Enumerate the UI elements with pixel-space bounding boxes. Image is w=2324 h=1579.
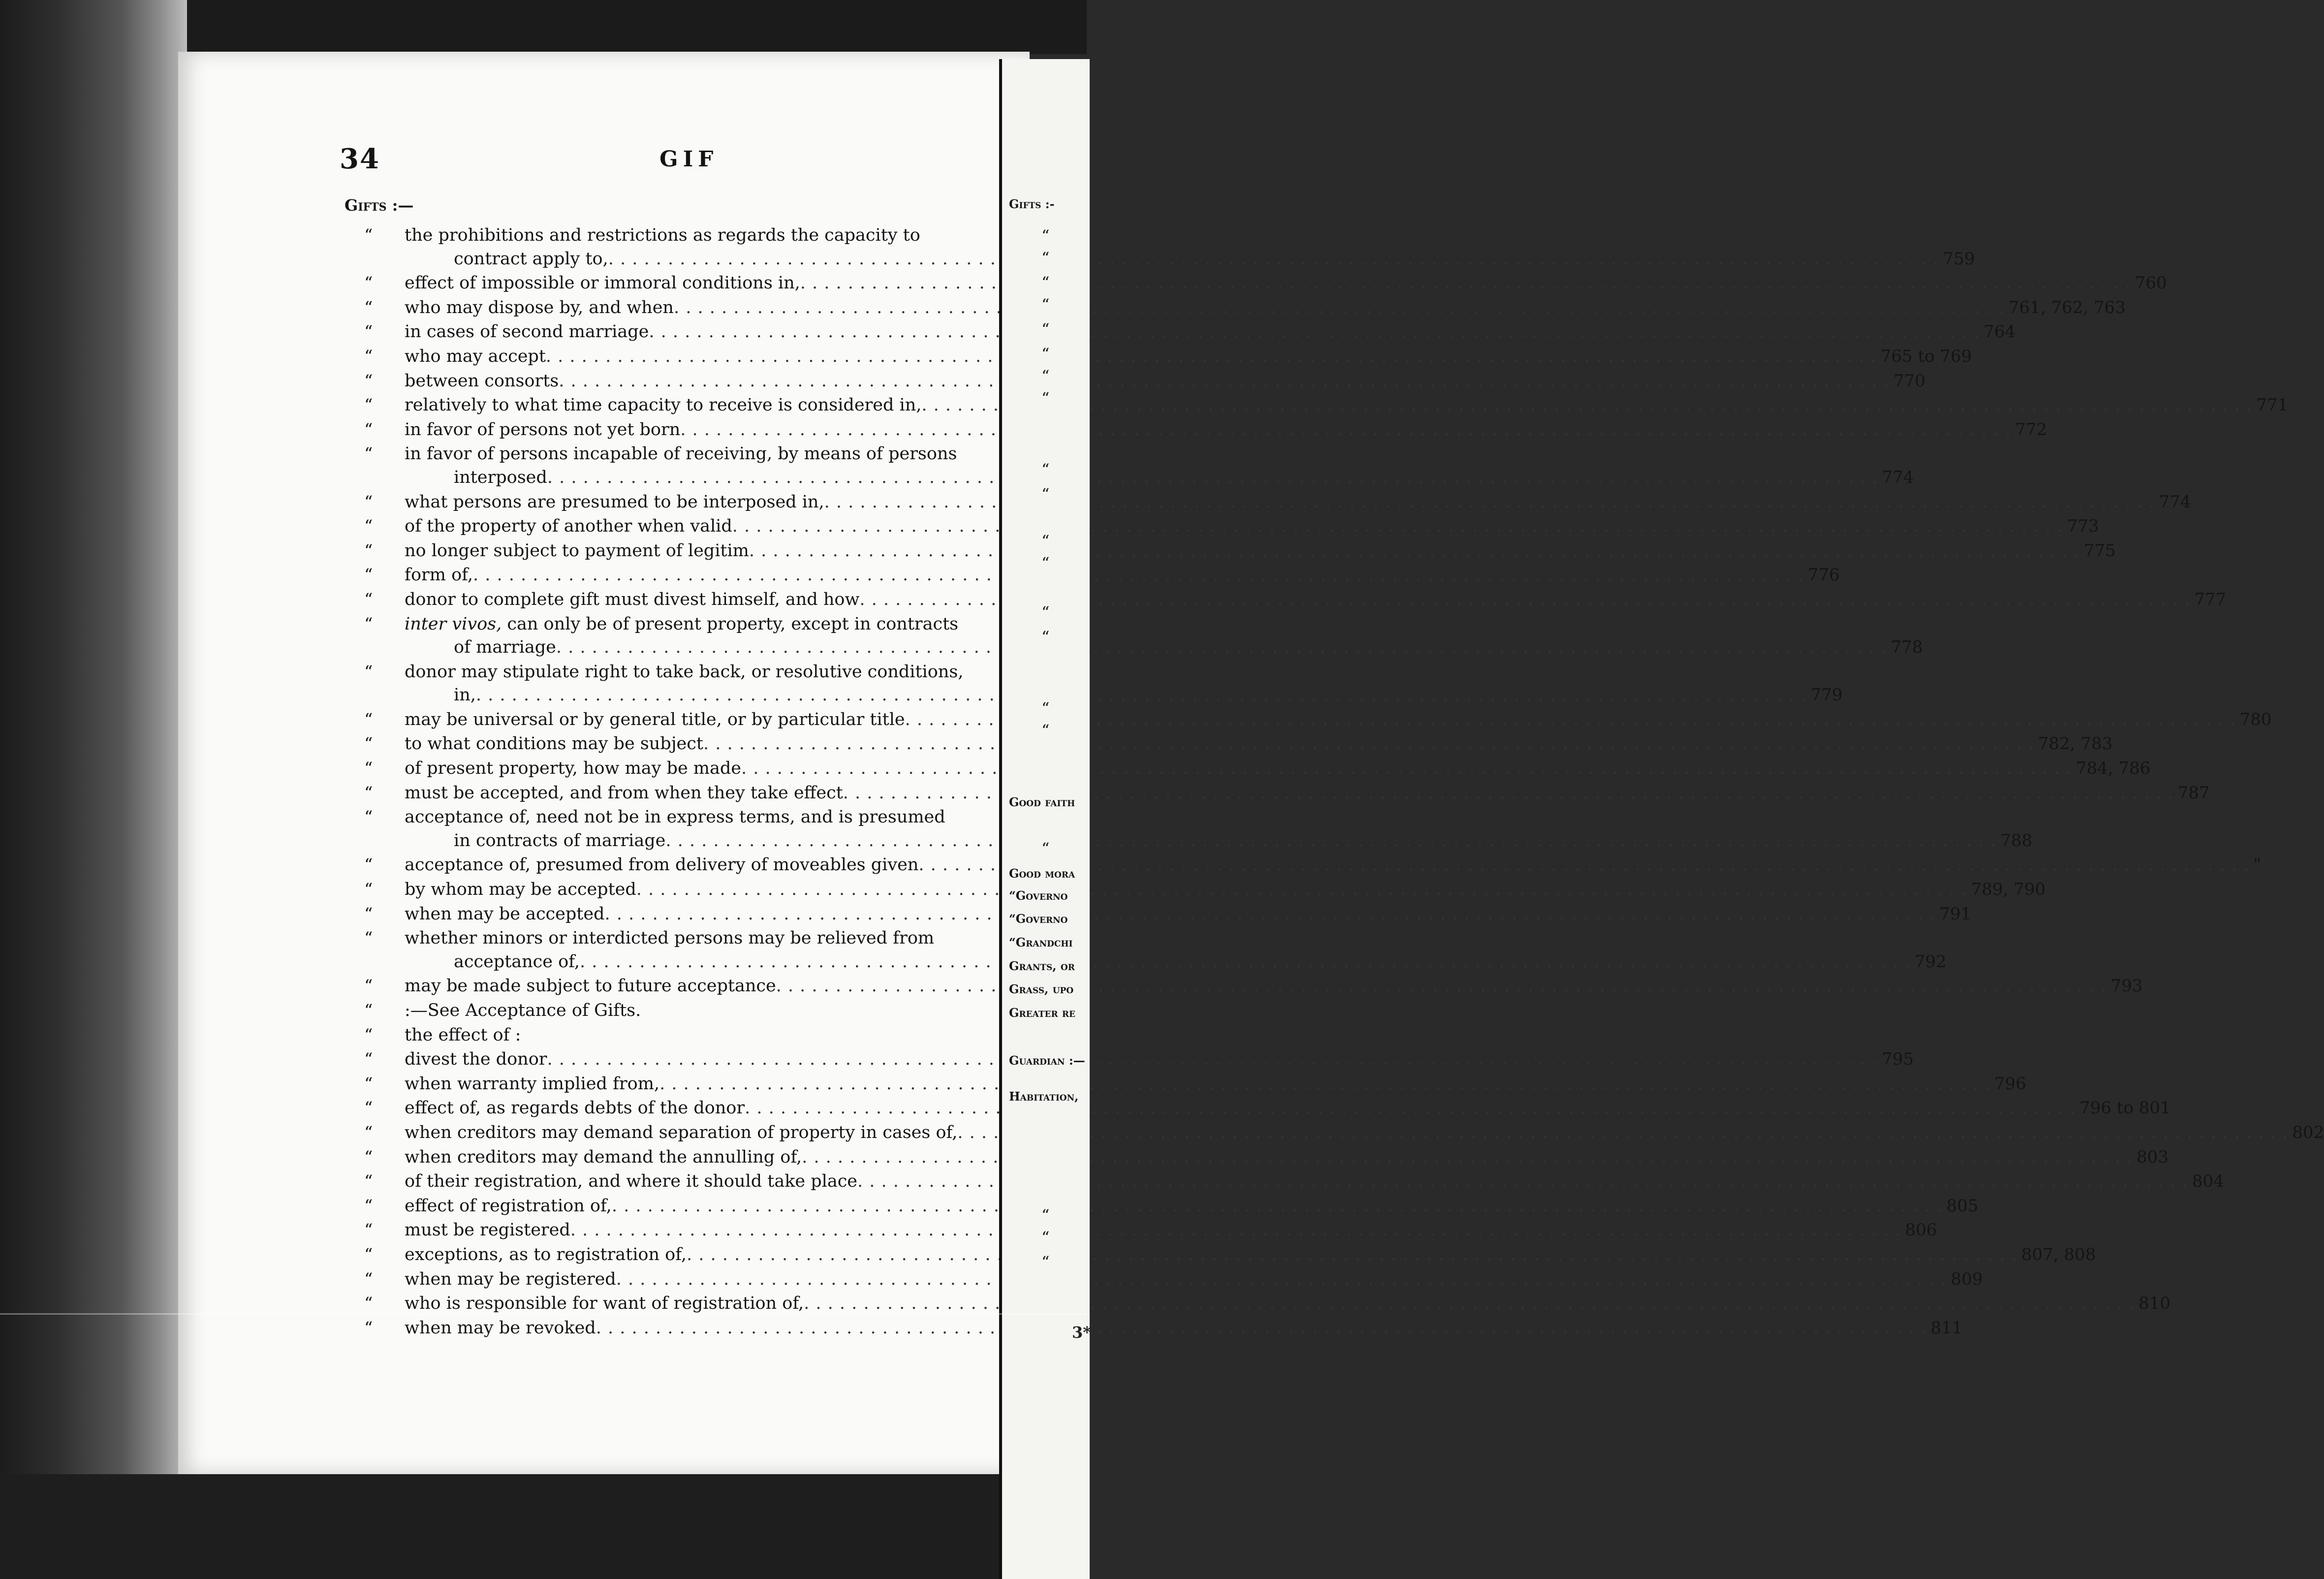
leader-dots [559,370,1889,393]
article-reference: 760 [2135,273,2167,293]
leader-dots [905,708,2236,732]
article-reference: 764 [1983,322,2016,342]
ditto-mark: “ [364,904,373,924]
entry-line [364,394,2289,417]
article-reference: 810 [2138,1294,2171,1314]
ditto-mark: “ [364,1025,373,1045]
entry-text: whether minors or interdicted persons may be relieved from [405,928,935,948]
index-entry [364,732,2113,756]
leader-dots [674,296,2005,320]
article-reference: 789, 790 [1971,880,2046,900]
entry-text: form of, [405,565,473,585]
leader-dots [665,829,1996,853]
index-entry [364,806,2033,853]
entry-text: who may dispose by, and when [405,297,674,317]
next-page-ditto: “ [1041,249,1050,267]
next-page-ditto: “ [1041,554,1050,572]
ditto-mark: “ [364,1294,373,1314]
next-page-heading: “Grandchi [1009,935,1073,949]
leader-dots [604,903,1935,926]
entry-text: the prohibitions and restrictions as regards the capacity to [405,225,920,245]
entry-line [364,1073,2026,1096]
next-page-heading: Good mora [1009,866,1075,881]
entry-text: relatively to what time capacity to receive is considered in, [405,395,922,415]
article-reference: " [2253,855,2261,875]
article-reference: 761, 762, 763 [2008,297,2126,317]
next-page-ditto: “ [1041,460,1050,479]
entry-line [364,732,2113,756]
index-entry [364,296,2126,320]
index-entry [364,757,2151,781]
leader-dots [749,539,2080,563]
entry-line [364,272,2167,295]
entry-text: acceptance of, presumed from delivery of moveables given [405,855,919,875]
entry-text: when creditors may demand separation of property in cases of, [405,1122,958,1142]
next-page-ditto: “ [1041,273,1050,292]
index-entry [364,1243,2096,1267]
leader-dots [473,564,1804,587]
index-entry [364,320,2016,344]
entry-line [364,829,2033,853]
entry-line [364,539,2116,563]
ditto-mark: “ [364,492,373,512]
entry-text: no longer subject to payment of legitim [405,540,749,561]
ditto-mark: “ [364,322,373,342]
leader-dots [732,515,2063,538]
ditto-mark: “ [364,1220,373,1240]
ditto-mark: “ [364,395,373,415]
entry-line [364,1243,2096,1267]
entry-line [364,296,2126,320]
entry-text: divest the donor [405,1049,547,1070]
entry-text: when creditors may demand the annulling of, [405,1147,802,1167]
ditto-mark: “ [364,346,373,366]
entry-text: exceptions, as to registration of, [405,1244,687,1264]
entry-text: donor may stipulate right to take back, or resolutive conditions, [405,662,964,682]
leader-dots [660,1073,1990,1096]
entry-line [364,370,1926,393]
next-page-heading: Grants, or [1009,959,1075,973]
index-entry [364,1024,974,1047]
entry-text: when warranty implied from, [405,1074,660,1094]
ditto-mark: “ [364,855,373,875]
entry-line [364,1170,2224,1194]
article-reference: 793 [2110,976,2143,996]
next-page-ditto: “ [1041,1253,1050,1271]
article-reference: 804 [2192,1171,2224,1192]
article-reference: 759 [1943,249,1975,269]
entry-line [364,224,974,248]
leader-dots [476,684,1807,707]
leader-dots [741,757,2072,781]
article-reference: 780 [2239,709,2272,729]
ditto-mark: “ [364,614,373,634]
ditto-mark: “ [364,1171,373,1192]
next-page-heading: Good faith [1009,795,1075,809]
article-reference: 770 [1893,371,1926,391]
next-page-ditto: “ [1041,699,1050,718]
entry-line [364,1317,1963,1340]
next-page-heading: Guardian :— [1009,1053,1085,1068]
ditto-mark: “ [364,928,373,948]
next-page-ditto: “ [1041,320,1050,339]
article-reference: 809 [1950,1269,1983,1289]
entry-line [364,1121,2324,1145]
entry-text: may be made subject to future acceptance [405,976,776,996]
entry-line [364,806,974,829]
index-entry [364,1170,2224,1194]
article-reference: 796 to 801 [2079,1098,2171,1118]
article-reference: 811 [1930,1318,1963,1338]
article-reference: 806 [1905,1220,1937,1240]
article-reference: 778 [1890,637,1923,658]
entry-line [364,248,1975,271]
entry-line [364,661,974,684]
index-entry [364,1121,2324,1145]
entry-text: contract apply to, [454,249,608,269]
index-entry [364,1219,1937,1242]
entry-text: when may be revoked [405,1318,596,1338]
entry-line [364,927,974,950]
index-entry [364,539,2116,563]
next-page-heading: Gifts :- [1009,197,1055,211]
entry-line [364,588,2227,612]
entry-line [364,320,2016,344]
ditto-mark: “ [364,1269,373,1289]
entry-text: to what conditions may be subject [405,734,703,754]
entry-line [364,466,1914,490]
scan-bottom-edge [0,1474,999,1579]
leader-dots [649,320,1979,344]
ditto-mark: “ [364,444,373,464]
entry-line [364,1195,1979,1218]
entry-text: when may be registered [405,1269,616,1289]
entry-line [364,684,1843,707]
entry-line [364,999,974,1023]
index-entry [364,1292,2171,1316]
leader-dots [546,345,1877,369]
ditto-mark: “ [364,709,373,729]
leader-dots [636,878,1967,902]
next-page-ditto: “ [1041,367,1050,385]
ditto-mark: “ [364,419,373,440]
next-page-ditto: “ [1041,532,1050,550]
entry-text: by whom may be accepted [405,880,636,900]
index-entry [364,1268,1983,1292]
entry-text: must be registered [405,1220,570,1240]
entry-text: interposed [454,467,547,487]
index-entry [364,564,1840,587]
ditto-mark: “ [364,1318,373,1338]
leader-dots [918,853,2249,877]
entry-text: between consorts [405,371,559,391]
index-entry [364,442,1914,489]
ditto-mark: “ [364,540,373,561]
ditto-mark: “ [364,1001,373,1020]
ditto-mark: “ [364,1074,373,1094]
index-entry [364,1317,1963,1340]
entry-text: of their registration, and where it should take place [405,1171,858,1192]
entry-text: :—See Acceptance of Gifts. [405,1001,641,1020]
next-page-heading: “Governo [1009,888,1068,903]
leader-dots [921,394,2252,417]
index-entry [364,515,2099,538]
next-page-ditto: “ [1041,485,1050,504]
entry-line [364,1024,974,1047]
leader-dots [612,1195,1943,1218]
entry-text: in contracts of marriage [454,830,666,851]
article-reference: 807, 808 [2021,1244,2096,1264]
entry-text: what persons are presumed to be interposed in, [405,492,824,512]
article-reference: 772 [2015,419,2047,440]
ditto-mark: “ [364,976,373,996]
ditto-mark: “ [364,1049,373,1070]
article-reference: 775 [2083,540,2116,561]
leader-dots [596,1317,1927,1340]
index-entry [364,370,1926,393]
ditto-mark: “ [364,783,373,803]
next-page-ditto: “ [1041,603,1050,622]
entry-line [364,1219,1937,1242]
next-page-ditto: “ [1041,226,1050,245]
next-page-ditto: “ [1041,839,1050,858]
leader-dots [547,1048,1878,1072]
entry-text: in, [454,685,476,705]
article-reference: 771 [2256,395,2289,415]
entry-line [364,1146,2169,1169]
leader-dots [776,975,2107,998]
ditto-mark: “ [364,1147,373,1167]
leader-dots [570,1219,1901,1242]
entry-line [364,708,2272,732]
ditto-mark: “ [364,589,373,609]
section-heading: Gifts :— [345,196,414,215]
scan-gutter [0,0,187,1579]
article-reference: 776 [1807,565,1840,585]
ditto-mark: “ [364,1244,373,1264]
index-entry [364,1073,2026,1096]
leader-dots [957,1121,2288,1145]
article-reference: 796 [1994,1074,2026,1094]
ditto-mark: “ [364,1098,373,1118]
entry-text: may be universal or by general title, or by particular title [405,709,905,729]
leader-dots [703,732,2034,756]
next-page-heading: Greater re [1009,1006,1076,1020]
article-reference: 774 [2159,492,2191,512]
index-entry [364,418,2047,442]
next-page-sliver [999,59,1090,1579]
index-entry [364,491,2191,514]
entry-text: effect of registration of, [405,1196,612,1216]
ditto-mark: “ [364,273,373,293]
index-entry [364,224,1975,271]
entry-text: who may accept [405,346,546,366]
article-reference: 777 [2194,589,2227,609]
leader-dots [687,1243,2017,1267]
page-number: 34 [340,143,380,175]
ditto-mark: “ [364,758,373,779]
ditto-mark: “ [364,371,373,391]
index-entry [364,661,1843,707]
ditto-mark: “ [364,880,373,900]
next-page-heading: Grass, upo [1009,982,1074,996]
leader-dots [745,1097,2075,1120]
ditto-mark: “ [364,516,373,537]
article-reference: 791 [1939,904,1972,924]
entry-text: of present property, how may be made [405,758,741,779]
article-reference: 802 [2292,1122,2324,1142]
leader-dots [547,466,1878,490]
index-entry [364,1146,2169,1169]
running-head: GIF [660,147,719,172]
next-page-ditto: “ [1041,389,1050,408]
next-page-ditto: “ [1041,1206,1050,1225]
entry-line [364,1268,1983,1292]
article-reference: 795 [1882,1049,1914,1070]
entry-text: the effect of : [405,1025,521,1045]
ditto-mark: “ [364,1122,373,1142]
entry-text: effect of impossible or immoral conditions in, [405,273,800,293]
next-page-heading: Habitation, [1009,1089,1079,1104]
ditto-mark: “ [364,734,373,754]
index-entry [364,345,1972,369]
leader-dots [556,636,1887,660]
article-reference: 774 [1882,467,1914,487]
index-entry [364,999,974,1023]
entry-text: of the property of another when valid [405,516,732,537]
leader-dots [616,1268,1947,1292]
index-entry [364,1097,2171,1120]
entry-text: effect of, as regards debts of the donor [405,1098,745,1118]
next-page-ditto: “ [1041,721,1050,740]
article-reference: 784, 786 [2075,758,2151,779]
entry-text: in favor of persons incapable of receiving, by means of persons [405,444,957,464]
entry-text: in favor of persons not yet born [405,419,681,440]
article-reference: 787 [2177,783,2210,803]
entry-text: must be accepted, and from when they take effect [405,783,843,803]
ditto-mark: “ [364,225,373,245]
scan-artifact-line [0,1313,1087,1315]
entry-text: when may be accepted [405,904,605,924]
entry-line [364,491,2191,514]
ditto-mark: “ [364,1196,373,1216]
ditto-mark: “ [364,297,373,317]
entry-text: acceptance of, [454,951,580,972]
entry-line [364,515,2099,538]
next-page-ditto: “ [1041,345,1050,363]
article-reference: 788 [2000,830,2033,851]
entry-line [364,442,974,466]
article-reference: 782, 783 [2038,734,2113,754]
entry-text: donor to complete gift must divest himself, and how [405,589,860,609]
entry-line [364,345,1972,369]
ditto-mark: “ [364,565,373,585]
leader-dots [680,418,2011,442]
article-reference: 803 [2136,1147,2169,1167]
article-reference: 779 [1810,685,1843,705]
entry-text: who is responsible for want of registration of, [405,1294,804,1314]
entry-line [364,1097,2171,1120]
index-entry [364,588,2227,612]
next-page-ditto: “ [1041,295,1050,314]
index-entry [364,272,2167,295]
article-reference: 773 [2067,516,2099,537]
ditto-mark: “ [364,662,373,682]
index-entry [364,708,2272,732]
entry-line [364,1292,2171,1316]
leader-dots [608,248,1939,271]
entry-line [364,418,2047,442]
next-page-ditto: “ [1041,628,1050,646]
entry-text: acceptance of, need not be in express terms, and is presumed [405,807,945,827]
next-page-ditto: “ [1041,1228,1050,1247]
article-reference: 765 to 769 [1880,346,1972,366]
entry-line [364,636,1923,660]
index-entry [364,394,2289,417]
article-reference: 805 [1946,1196,1979,1216]
next-page-heading: “Governo [1009,912,1068,926]
index-entry [364,613,1923,660]
leader-dots [580,950,1911,974]
entry-text: inter vivos, can only be of present property, except in contracts [405,614,959,634]
article-reference: 792 [1915,951,1947,972]
entry-text: in cases of second marriage [405,322,649,342]
entry-line [364,757,2151,781]
entry-line [364,564,1840,587]
entry-line [364,613,974,636]
entry-text: of marriage [454,637,556,658]
next-page-corner-mark: 3* [1072,1323,1091,1342]
ditto-mark: “ [364,807,373,827]
index-entry [364,1195,1979,1218]
